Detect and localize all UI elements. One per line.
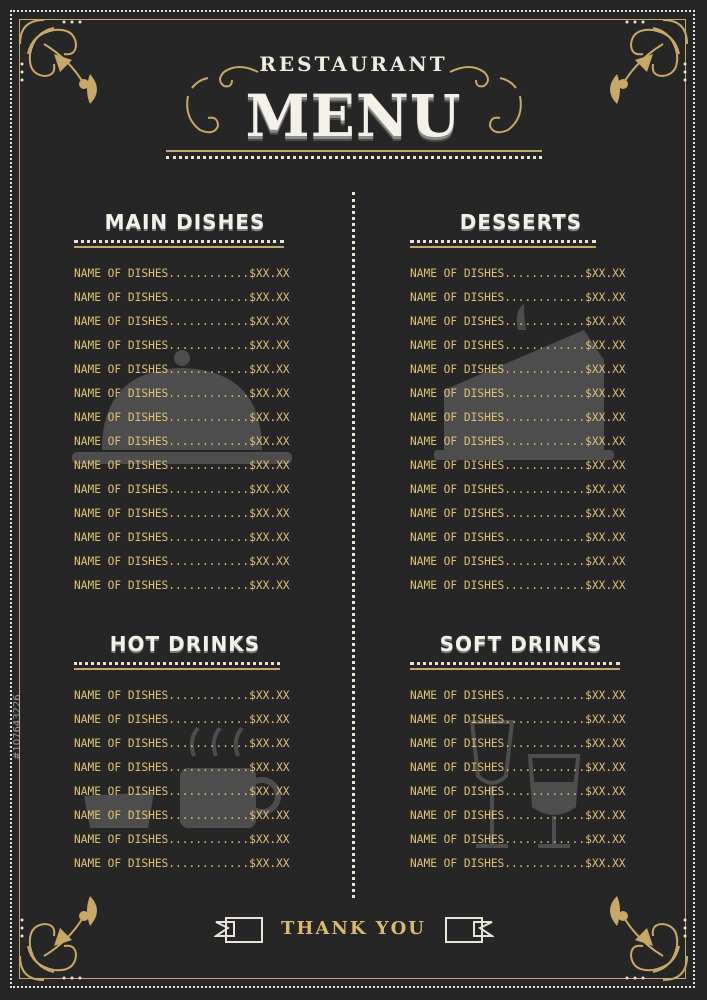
restaurant-label: RESTAURANT — [259, 52, 448, 76]
item-list — [410, 262, 632, 598]
menu-item: NAME OF DISHES............$XX.XX — [410, 579, 626, 592]
menu-item: NAME OF DISHES............$XX.XX — [410, 483, 626, 496]
menu-item: NAME OF DISHES............$XX.XX — [74, 435, 290, 448]
title-rule — [410, 668, 620, 670]
title-dots — [410, 662, 620, 665]
title-dots — [410, 240, 596, 243]
menu-item: NAME OF DISHES............$XX.XX — [410, 809, 626, 822]
section-hot-drinks — [74, 630, 296, 876]
menu-item: NAME OF DISHES............$XX.XX — [74, 291, 290, 304]
menu-item: NAME OF DISHES............$XX.XX — [410, 713, 626, 726]
item-list — [74, 684, 296, 876]
menu-item: NAME OF DISHES............$XX.XX — [74, 555, 290, 568]
menu-item: NAME OF DISHES............$XX.XX — [74, 785, 290, 798]
menu-item: NAME OF DISHES............$XX.XX — [74, 387, 290, 400]
title-dots — [74, 662, 280, 665]
section-soft-drinks — [410, 630, 632, 876]
thank-you-text: THANK YOU — [281, 918, 426, 939]
menu-item: NAME OF DISHES............$XX.XX — [74, 411, 290, 424]
menu-item: NAME OF DISHES............$XX.XX — [74, 483, 290, 496]
menu-item: NAME OF DISHES............$XX.XX — [74, 737, 290, 750]
menu-item: NAME OF DISHES............$XX.XX — [74, 809, 290, 822]
center-divider — [352, 192, 355, 898]
menu-item: NAME OF DISHES............$XX.XX — [74, 531, 290, 544]
menu-item: NAME OF DISHES............$XX.XX — [74, 459, 290, 472]
menu-item: NAME OF DISHES............$XX.XX — [410, 387, 626, 400]
section-title: SOFT DRINKS — [439, 632, 603, 656]
menu-item: NAME OF DISHES............$XX.XX — [410, 363, 626, 376]
menu-item: NAME OF DISHES............$XX.XX — [74, 833, 290, 846]
menu-item: NAME OF DISHES............$XX.XX — [410, 315, 626, 328]
menu-item: NAME OF DISHES............$XX.XX — [74, 761, 290, 774]
menu-item: NAME OF DISHES............$XX.XX — [74, 339, 290, 352]
menu-item: NAME OF DISHES............$XX.XX — [410, 531, 626, 544]
menu-item: NAME OF DISHES............$XX.XX — [410, 761, 626, 774]
menu-item: NAME OF DISHES............$XX.XX — [74, 857, 290, 870]
menu-item: NAME OF DISHES............$XX.XX — [410, 435, 626, 448]
item-list — [410, 684, 632, 876]
section-desserts — [410, 208, 632, 598]
section-title: MAIN DISHES — [104, 210, 266, 234]
menu-title: MENU — [245, 82, 462, 150]
menu-item: NAME OF DISHES............$XX.XX — [410, 459, 626, 472]
watermark-id: #107643226 — [12, 694, 23, 760]
menu-item: NAME OF DISHES............$XX.XX — [410, 555, 626, 568]
title-rule — [74, 246, 284, 248]
menu-item: NAME OF DISHES............$XX.XX — [410, 689, 626, 702]
menu-item: NAME OF DISHES............$XX.XX — [74, 267, 290, 280]
menu-item: NAME OF DISHES............$XX.XX — [74, 713, 290, 726]
menu-item: NAME OF DISHES............$XX.XX — [74, 689, 290, 702]
header-rule — [166, 150, 542, 152]
menu-item: NAME OF DISHES............$XX.XX — [410, 411, 626, 424]
section-title: HOT DRINKS — [109, 632, 261, 656]
title-dots — [74, 240, 284, 243]
menu-item: NAME OF DISHES............$XX.XX — [410, 507, 626, 520]
menu-item: NAME OF DISHES............$XX.XX — [74, 579, 290, 592]
menu-item: NAME OF DISHES............$XX.XX — [410, 737, 626, 750]
title-rule — [74, 668, 280, 670]
menu-item: NAME OF DISHES............$XX.XX — [74, 507, 290, 520]
menu-item: NAME OF DISHES............$XX.XX — [410, 339, 626, 352]
section-title: DESSERTS — [459, 210, 583, 234]
item-list — [74, 262, 296, 598]
menu-item: NAME OF DISHES............$XX.XX — [410, 833, 626, 846]
menu-item: NAME OF DISHES............$XX.XX — [410, 857, 626, 870]
header-dots — [166, 156, 542, 159]
menu-item: NAME OF DISHES............$XX.XX — [410, 291, 626, 304]
title-rule — [410, 246, 596, 248]
header — [0, 52, 707, 76]
menu-item: NAME OF DISHES............$XX.XX — [74, 315, 290, 328]
menu-item: NAME OF DISHES............$XX.XX — [74, 363, 290, 376]
menu-item: NAME OF DISHES............$XX.XX — [410, 267, 626, 280]
menu-item: NAME OF DISHES............$XX.XX — [410, 785, 626, 798]
section-main-dishes — [74, 208, 296, 598]
